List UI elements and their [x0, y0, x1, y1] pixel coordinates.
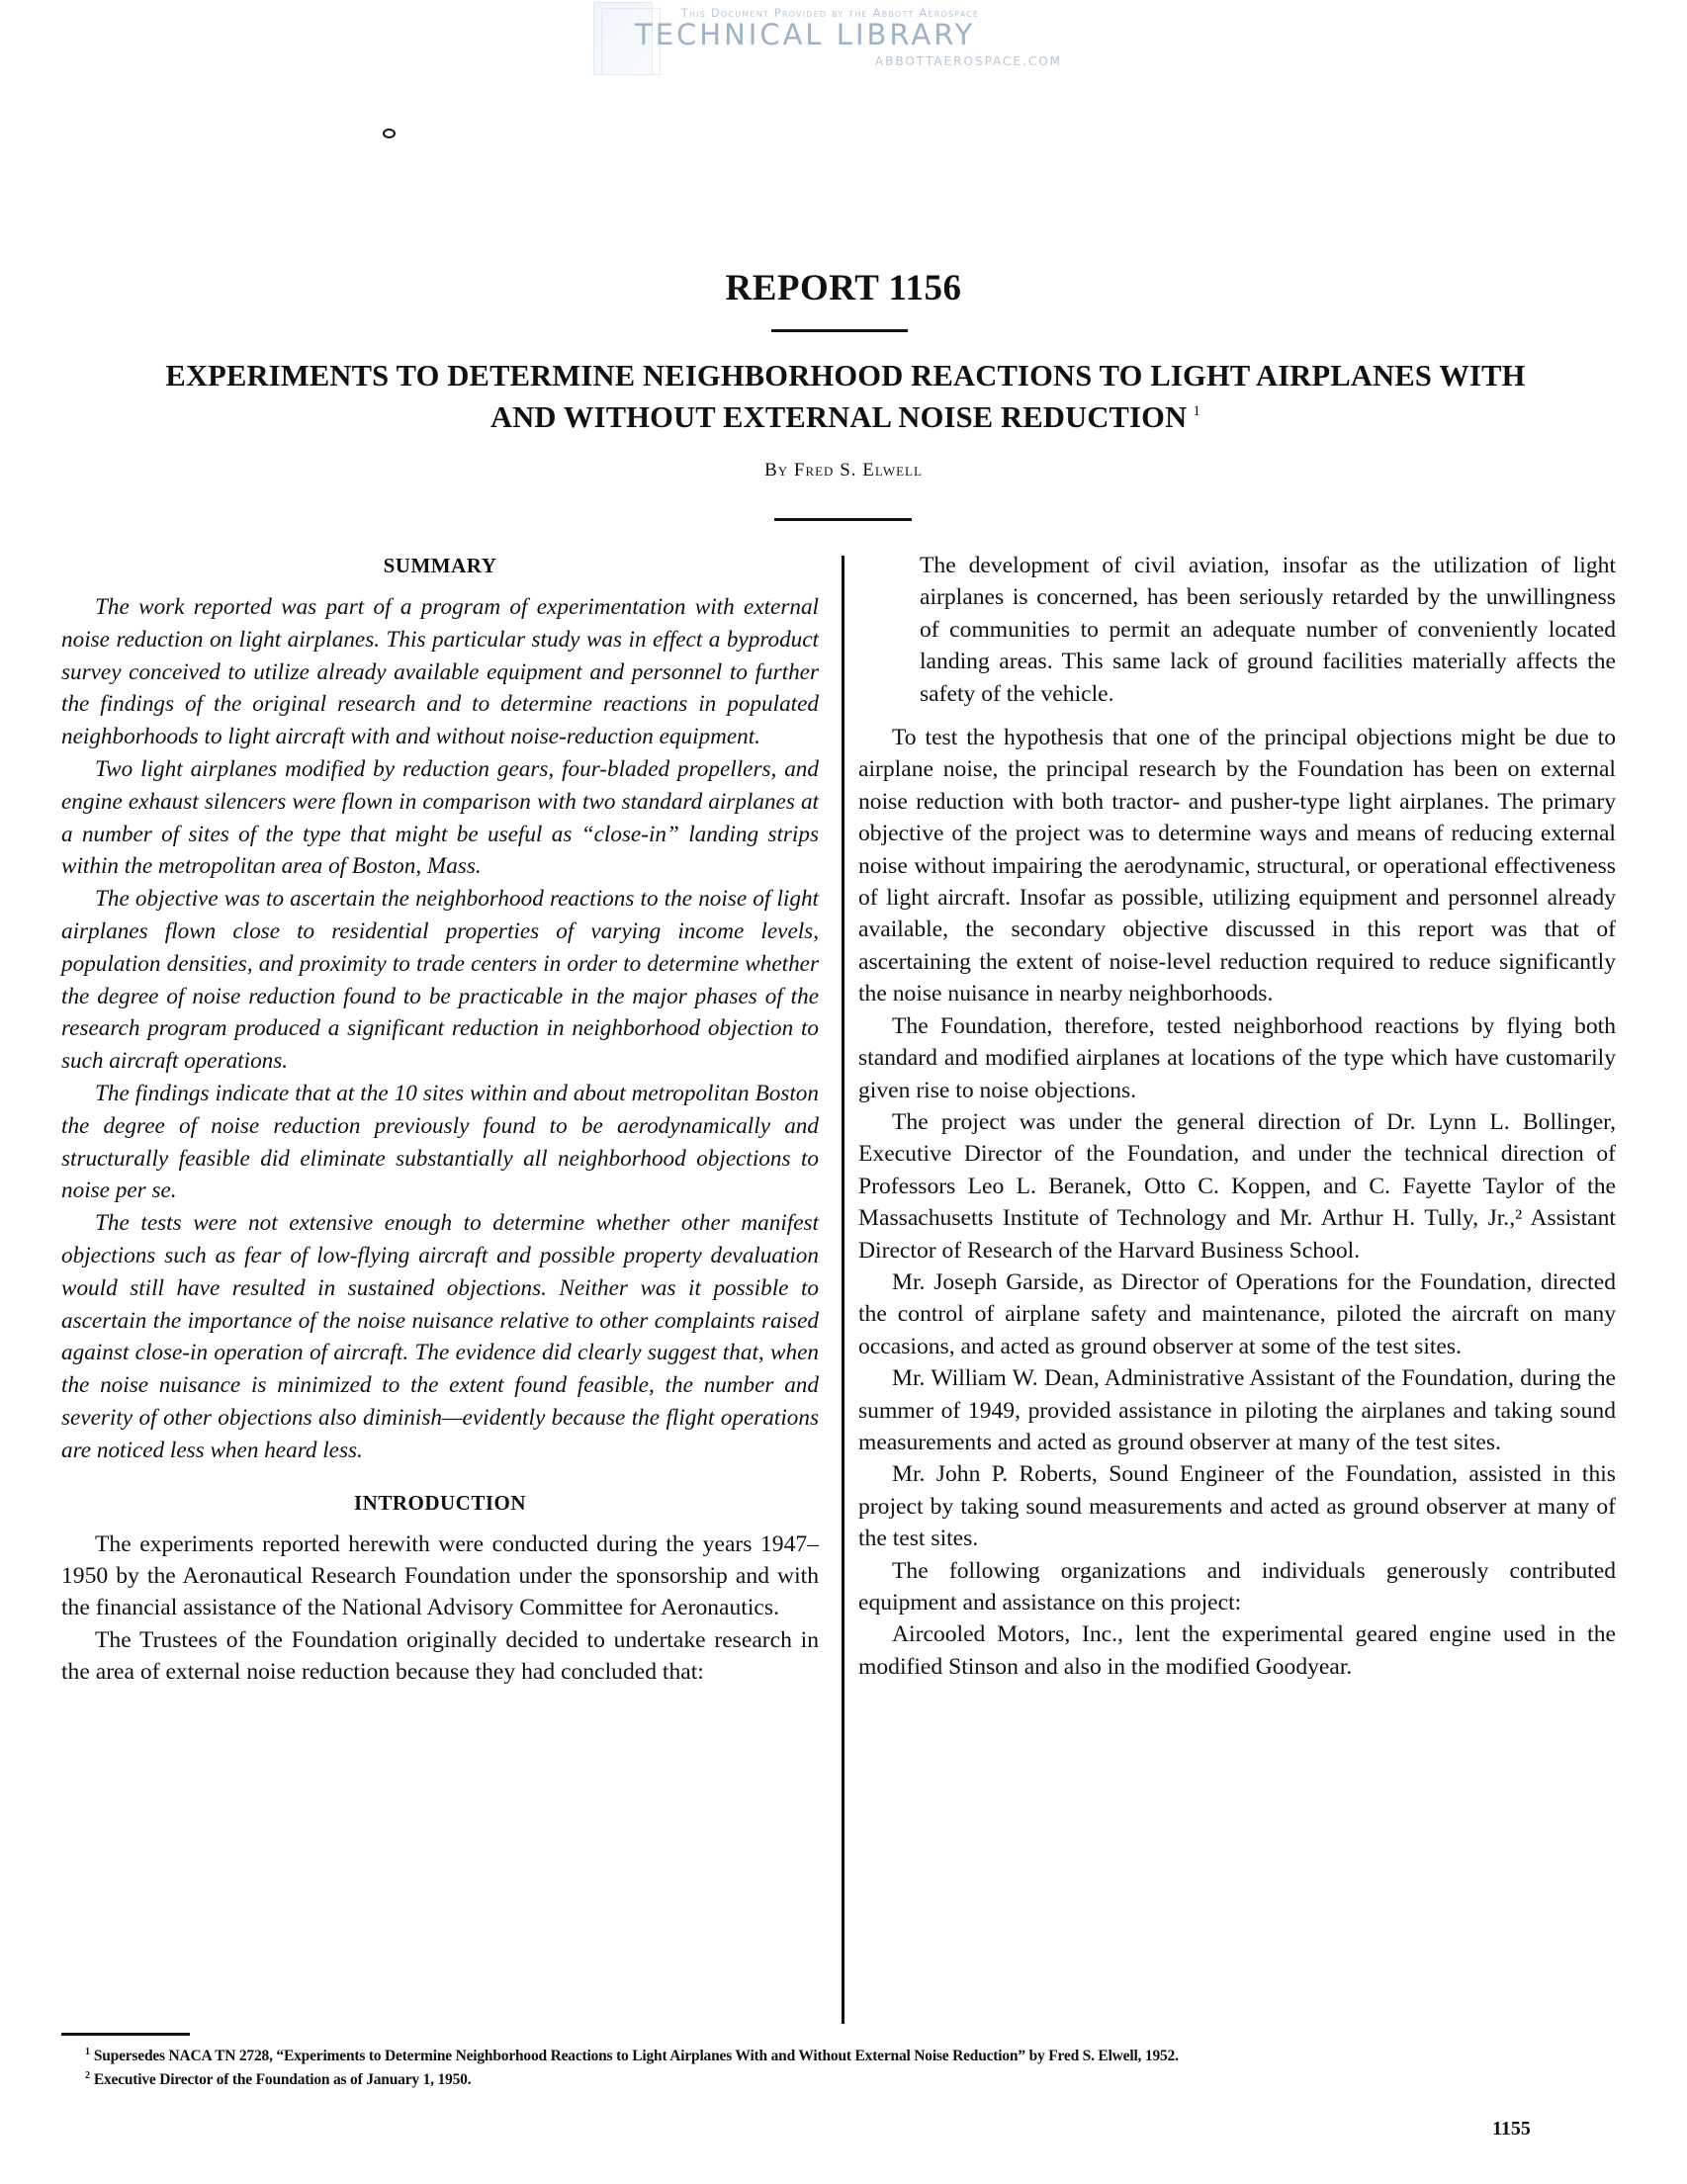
paper-title — [40, 358, 1651, 435]
intro-paragraph: Aircooled Motors, Inc., lent the experimental geared engine used in the modified Stinson and also in the modified Goodyear. — [858, 1621, 1616, 1680]
title-line-2-text: AND WITHOUT EXTERNAL NOISE REDUCTION — [489, 400, 1188, 434]
intro-paragraph: Mr. John P. Roberts, Sound Engineer of the Foundation, assisted in this project by taking sound measurements and acted as ground observer at many of the test sites. — [858, 1461, 1616, 1552]
intro-paragraph: The experiments reported herewith were conducted during the years 1947–1950 by the Aeronautical Research Foundation under the sponsorship and with the financial assistance of the National Advisory Committee for Aeronautics. — [61, 1530, 819, 1621]
footnote-rule — [61, 2033, 190, 2036]
intro-paragraph: To test the hypothesis that one of the principal objections might be due to airplane noise, the principal research by the Foundation has been on external noise reduction with both tractor- and pusher-type light airplanes. The primary objective of the project was to determine ways and means of reducing external noise without impairing the aerodynamic, structural, or operational effectiveness of light aircraft. Insofar as possible, utilizing equipment and personnel already available, the secondary objective discussed in this report was that of ascertaining the extent of noise-level reduction required to reduce significantly the noise nuisance in nearby neighborhoods. — [858, 725, 1616, 1007]
intro-paragraph: The Foundation, therefore, tested neighborhood reactions by flying both standard and modified airplanes at locations of the type which have customarily given rise to noise objections. — [858, 1012, 1616, 1103]
watermark-title: TECHNICAL LIBRARY — [635, 18, 976, 51]
summary-paragraph: The work reported was part of a program of experimentation with external noise reduction on light airplanes. This particular study was in effect a byproduct survey conceived to utilize already available equipment and personnel to further the findings of the original research and to determine reactions in populated neighborhoods to light aircraft with and without noise-reduction equipment. — [61, 594, 819, 750]
footnotes — [85, 2043, 1667, 2090]
page-number: 1155 — [1492, 2118, 1531, 2140]
footnote-2 — [85, 2066, 1667, 2090]
footnote-mark: 2 — [85, 2070, 90, 2082]
title-line-1: EXPERIMENTS TO DETERMINE NEIGHBORHOOD REACTIONS TO LIGHT AIRPLANES WITH — [165, 359, 1526, 393]
intro-paragraph: The following organizations and individuals generously contributed equipment and assistance on this project: — [858, 1557, 1616, 1616]
report-number: REPORT 1156 — [725, 268, 962, 308]
summary-paragraph: The findings indicate that at the 10 sites within and about metropolitan Boston the degree of noise reduction previously found to be aerodynamically and structurally feasible did eliminate substantially all neighborhood objections to noise per se. — [61, 1080, 819, 1204]
watermark-logo — [593, 2, 1088, 79]
summary-paragraph: Two light airplanes modified by reduction gears, four-bladed propellers, and engine exhaust silencers were flown in comparison with two standard airplanes at a number of sites of the type that might be useful as “close-in” landing strips within the metropolitan area of Boston, Mass. — [61, 755, 819, 880]
block-quote: The development of civil aviation, insofar as the utilization of light airplanes is concerned, has been seriously retarded by the unwillingness of communities to permit an adequate number of conveniently located landing areas. This same lack of ground facilities materially affects the safety of the vehicle. — [920, 553, 1616, 707]
footnote-mark: 1 — [85, 2047, 90, 2057]
intro-paragraph: The project was under the general direction of Dr. Lynn L. Bollinger, Executive Director of the Foundation, and under the technical direction of Professors Leo L. Beranek, Otto C. Koppen, and C. Fayette Taylor of the Massachusetts Institute of Technology and Mr. Arthur H. Tully, Jr.,² Assistant Director of Research of the Harvard Business School. — [858, 1108, 1616, 1264]
left-column — [61, 550, 819, 1689]
scan-mark-ring — [383, 129, 396, 138]
intro-paragraph: The Trustees of the Foundation originally decided to undertake research in the area of external noise reduction because they had concluded that: — [61, 1626, 819, 1686]
intro-paragraph: Mr. Joseph Garside, as Director of Operations for the Foundation, directed the control of airplane safety and maintenance, piloted the aircraft on many occasions, and acted as ground observer at some of the test sites. — [858, 1268, 1616, 1359]
introduction-heading: INTRODUCTION — [353, 1490, 527, 1515]
summary-paragraph: The objective was to ascertain the neighborhood reactions to the noise of light airplanes flown close to residential properties of varying income levels, population densities, and proximity to trade centers in order to determine whether the degree of noise reduction found to be practicable in the major phases of the research program produced a significant reduction in neighborhood objection to such aircraft operations. — [61, 886, 819, 1075]
intro-paragraph: Mr. William W. Dean, Administrative Assistant of the Foundation, during the summer of 1949, provided assistance in piloting the airplanes and taking sound measurements and acted as ground observer at many of the test sites. — [858, 1365, 1616, 1455]
summary-heading: SUMMARY — [383, 554, 497, 577]
title-line-2 — [40, 393, 1651, 435]
byline: By Fred S. Elwell — [764, 460, 923, 480]
column-divider — [842, 556, 844, 2024]
footnote-text: Supersedes NACA TN 2728, “Experiments to Determine Neighborhood Reactions to Light Airplanes With and Without External Noise Reduction” by Fred S. Elwell, 1952. — [93, 2048, 1179, 2065]
header-rule-top — [771, 329, 908, 332]
title-footnote-mark[interactable]: 1 — [1193, 403, 1201, 419]
right-column — [858, 550, 1616, 1683]
header-rule-bottom — [774, 518, 912, 521]
summary-paragraph: The tests were not extensive enough to determine whether other manifest objections such as fear of low-flying aircraft and possible property devaluation would still have resulted in sustained objections. Neither was it possible to ascertain the importance of the noise nuisance relative to other complaints raised against close-in operation of aircraft. The evidence did clearly suggest that, when the noise nuisance is minimized to the extent found feasible, the number and severity of other objections also diminish—evidently because the flight operations are noticed less when heard less. — [61, 1210, 819, 1463]
footnote-1 — [85, 2043, 1667, 2066]
watermark-url: ABBOTTAEROSPACE.COM — [874, 54, 1062, 68]
footnote-text: Executive Director of the Foundation as of January 1, 1950. — [93, 2071, 472, 2089]
watermark-provided-by: This Document Provided by the Abbott Aerospace — [680, 6, 980, 20]
